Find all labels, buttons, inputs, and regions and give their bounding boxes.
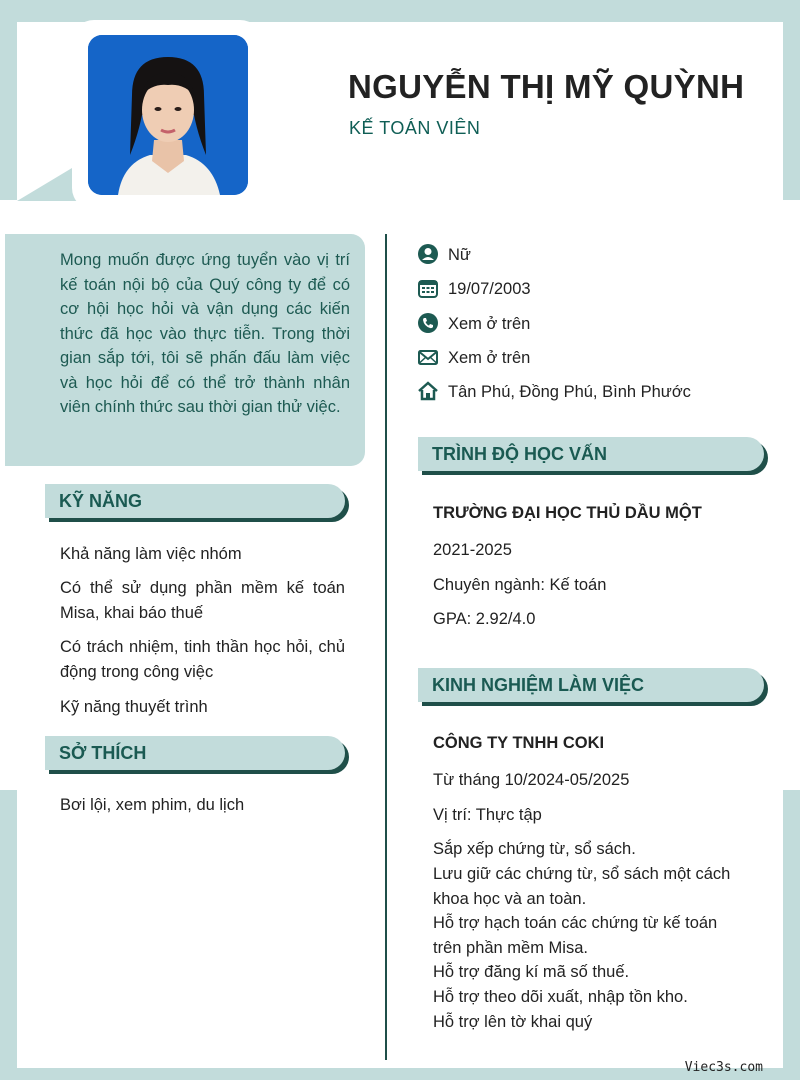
skill-item: Kỹ năng thuyết trình bbox=[60, 698, 208, 716]
skills-header bbox=[45, 484, 345, 518]
duty-line: Hỗ trợ lên tờ khai quý bbox=[433, 1013, 593, 1031]
skill-item: Có trách nhiệm, tinh thần học hỏi, chủ động trong công việc bbox=[60, 638, 345, 681]
column-divider bbox=[385, 234, 387, 1060]
gender-value: Nữ bbox=[448, 246, 471, 264]
education-years: 2021-2025 bbox=[433, 541, 512, 559]
user-icon bbox=[418, 244, 438, 264]
experience-position: Vị trí: Thực tập bbox=[433, 806, 542, 824]
home-icon bbox=[418, 381, 438, 401]
skills-heading: KỸ NĂNG bbox=[59, 491, 143, 511]
education-heading: TRÌNH ĐỘ HỌC VẤN bbox=[432, 444, 607, 464]
bg-corner bbox=[0, 0, 17, 200]
watermark: Viec3s.com bbox=[684, 1060, 763, 1075]
experience-heading: KINH NGHIỆM LÀM VIỆC bbox=[432, 675, 645, 695]
duty-line: Hỗ trợ theo dõi xuất, nhập tồn kho. bbox=[433, 988, 688, 1006]
mail-icon bbox=[418, 347, 438, 367]
duty-line: Lưu giữ các chứng từ, sổ sách một cách bbox=[433, 865, 731, 883]
duty-line: Hỗ trợ hạch toán các chứng từ kế toán bbox=[433, 914, 718, 932]
hobbies-heading: SỞ THÍCH bbox=[59, 743, 147, 763]
duty-line: khoa học và an toàn. bbox=[433, 890, 587, 908]
hobbies-text: Bơi lội, xem phim, du lịch bbox=[60, 796, 245, 814]
duty-line: Sắp xếp chứng từ, sổ sách. bbox=[433, 840, 636, 858]
calendar-icon bbox=[418, 278, 438, 298]
phone-icon bbox=[418, 313, 438, 333]
job-title: KẾ TOÁN VIÊN bbox=[349, 118, 481, 138]
company-name: CÔNG TY TNHH COKI bbox=[433, 734, 605, 752]
school-name: TRƯỜNG ĐẠI HỌC THỦ DẦU MỘT bbox=[433, 504, 702, 522]
objective-text: Mong muốn được ứng tuyển vào vị trí kế toán nội bộ của Quý công ty để có cơ hội học hỏi và vận dụng các kiến thức đã học vào thực tiễn. Trong thời gian sắp tới, tôi sẽ phấn đấu làm việc và học hỏi để có thể trở thành nhân viên chính thức sau thời gian thử việc. bbox=[60, 251, 350, 416]
skill-item: Có thể sử dụng phần mềm kế toán Misa, khai báo thuế bbox=[60, 579, 345, 622]
phone-value: Xem ở trên bbox=[448, 315, 531, 333]
education-gpa: GPA: 2.92/4.0 bbox=[433, 610, 536, 628]
skill-item: Khả năng làm việc nhóm bbox=[60, 545, 242, 563]
objective-box bbox=[5, 234, 365, 466]
experience-period: Từ tháng 10/2024-05/2025 bbox=[433, 771, 630, 789]
bg-right-panel bbox=[783, 200, 800, 790]
education-major: Chuyên ngành: Kế toán bbox=[433, 576, 607, 594]
dob-value: 19/07/2003 bbox=[448, 280, 531, 298]
profile-photo bbox=[88, 35, 248, 195]
candidate-name: NGUYỄN THỊ MỸ QUỲNH bbox=[348, 68, 745, 105]
email-value: Xem ở trên bbox=[448, 349, 531, 367]
duty-line: trên phần mềm Misa. bbox=[433, 939, 588, 957]
education-header bbox=[418, 437, 764, 471]
hobbies-header bbox=[45, 736, 345, 770]
experience-header bbox=[418, 668, 764, 702]
duty-line: Hỗ trợ đăng kí mã số thuế. bbox=[433, 963, 630, 981]
address-value: Tân Phú, Đồng Phú, Bình Phước bbox=[448, 383, 691, 401]
